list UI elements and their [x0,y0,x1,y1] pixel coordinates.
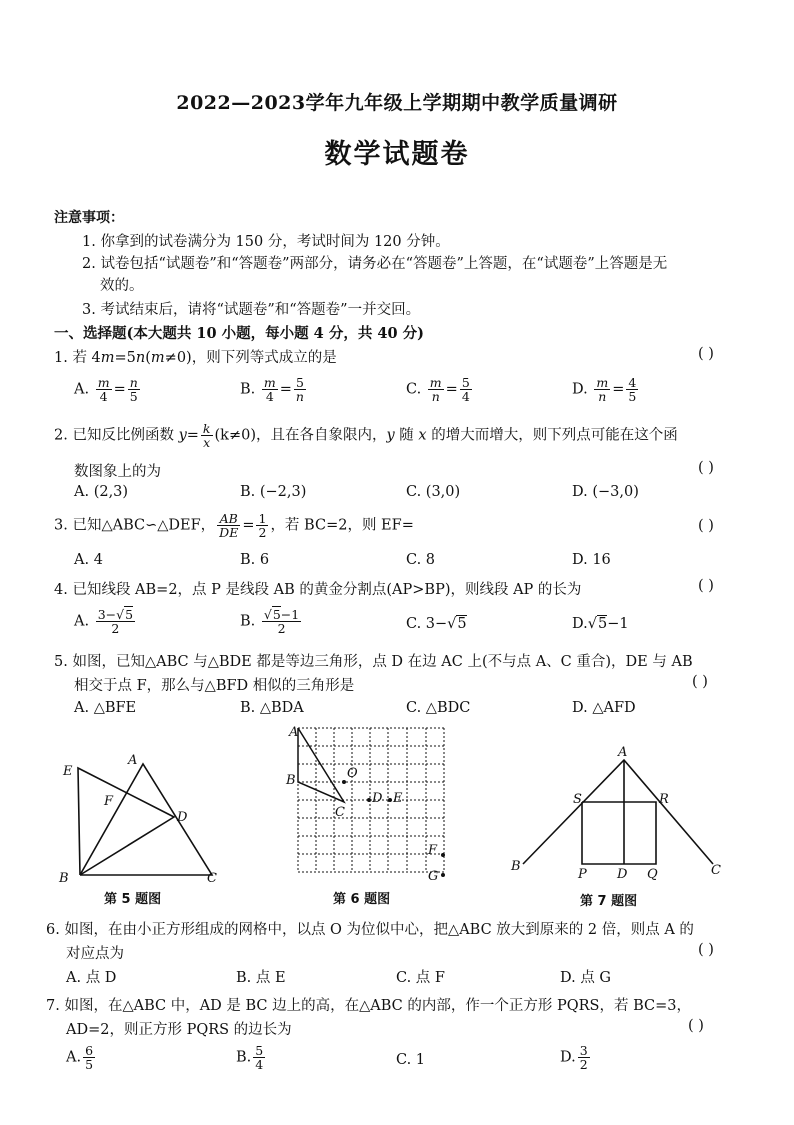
square-pqrs [582,802,656,864]
answer-paren-q6[interactable]: ( ) [698,942,714,958]
question-1-stem: 1. 若 4m=5n(m≠0)，则下列等式成立的是 [54,350,337,366]
notice-item-3: 3. 考试结束后，请将“试题卷”和“答题卷”一并交回。 [82,302,421,318]
label-c: C [335,805,345,820]
question-7-line2: AD=2，则正方形 PQRS 的边长为 [66,1022,292,1038]
answer-paren-q5[interactable]: ( ) [692,674,708,690]
answer-paren-q7[interactable]: ( ) [688,1018,704,1034]
triangle-abc-sides [523,760,713,864]
label-e: E [393,791,403,806]
answer-paren-q3[interactable]: ( ) [698,518,714,534]
q7-option-b[interactable]: B. $\frac{5}{4}$ [236,1043,264,1073]
q1-option-c[interactable]: C. $\frac{m}{n}$ = $\frac{5}{4}$ [406,375,470,405]
figure-5-caption: 第 5 题图 [104,892,162,907]
figure-5 [55,748,235,888]
point-g [441,873,445,877]
label-b: B [286,773,296,788]
point-e [388,798,392,802]
point-d [367,798,371,802]
q7-option-c[interactable]: C. 1 [396,1052,426,1068]
question-3-stem: 3. 已知△ABC∽△DEF， $\frac{AB}{DE}$ = $\frac{1}{2}$ ，若 BC=2，则 EF= [54,511,414,541]
figure-7-caption: 第 7 题图 [580,894,638,909]
answer-paren-q1[interactable]: ( ) [698,346,714,362]
label-f: F [104,794,114,809]
point-o [342,780,346,784]
section-heading: 一、选择题(本大题共 10 小题，每小题 4 分，共 40 分) [54,325,424,342]
q6-option-c[interactable]: C. 点 F [396,970,445,986]
answer-paren-q2[interactable]: ( ) [698,460,714,476]
notice-item-2: 2. 试卷包括“试题卷”和“答题卷”两部分，请务必在“答题卷”上答题，在“试题卷”上答题是无 [82,256,668,272]
label-a: A [618,745,628,760]
answer-paren-q4[interactable]: ( ) [698,578,714,594]
q7-option-a[interactable]: A. $\frac{6}{5}$ [66,1043,94,1073]
label-r: R [659,792,669,807]
label-f: F [428,843,438,858]
label-a: A [289,725,299,740]
q5-option-b[interactable]: B. △BDA [240,700,304,716]
q3-option-a[interactable]: A. 4 [74,552,103,568]
q4-option-d[interactable]: D.√5−1 [572,616,629,632]
label-a: A [128,753,138,768]
q4-option-c[interactable]: C. 3−√5 [406,616,467,632]
label-q: Q [647,867,658,882]
triangle-abc [80,764,212,875]
question-6-line1: 6. 如图，在由小正方形组成的网格中，以点 O 为位似中心，把△ABC 放大到原来的 2 倍，则点 A 的 [46,922,694,938]
question-7-line1: 7. 如图，在△ABC 中，AD 是 BC 边上的高，在△ABC 的内部，作一个正方形 PQRS，若 BC=3， [46,998,691,1014]
q3-option-b[interactable]: B. 6 [240,552,270,568]
q6-option-d[interactable]: D. 点 G [560,970,612,986]
q5-option-c[interactable]: C. △BDC [406,700,471,716]
q4-option-a[interactable]: A. $\frac{3-√5}{2}$ [74,607,134,637]
q2-option-a[interactable]: A. (2,3) [74,484,129,500]
figure-6 [283,722,453,888]
q2-option-c[interactable]: C. (3,0) [406,484,461,500]
label-d: D [617,867,628,882]
question-6-line2: 对应点为 [66,946,124,962]
question-2-line2: 数图象上的为 [74,464,161,480]
q5-option-a[interactable]: A. △BFE [74,700,137,716]
q2-option-b[interactable]: B. (−2,3) [240,484,307,500]
label-c: C [207,871,217,886]
label-e: E [63,764,73,779]
label-p: P [578,867,587,882]
question-5-line1: 5. 如图，已知△ABC 与△BDE 都是等边三角形，点 D 在边 AC 上(不与点 A、C 重合)，DE 与 AB [54,654,693,670]
point-f [441,853,445,857]
q1-option-a[interactable]: A. $\frac{m}{4}$ = $\frac{n}{5}$ [74,375,138,405]
notice-item-2-cont: 效的。 [100,278,144,294]
q1-option-b[interactable]: B. $\frac{m}{4}$ = $\frac{5}{n}$ [240,375,304,405]
q7-option-d[interactable]: D. $\frac{3}{2}$ [560,1043,588,1073]
question-2-stem: 2. 已知反比例函数 y= $\frac{k}{x}$ (k≠0)，且在各自象限内，y 随 x 的增大而增大，则下列点可能在这个函 [54,421,678,451]
q4-option-b[interactable]: B. $\frac{√5-1}{2}$ [240,607,300,637]
q6-option-b[interactable]: B. 点 E [236,970,286,986]
q6-option-a[interactable]: A. 点 D [66,970,117,986]
q5-option-d[interactable]: D. △AFD [572,700,636,716]
notice-item-1: 1. 你拿到的试卷满分为 150 分，考试时间为 120 分钟。 [82,234,450,250]
figure-6-caption: 第 6 题图 [333,892,391,907]
q1-option-d[interactable]: D. $\frac{m}{n}$ = $\frac{4}{5}$ [572,375,637,405]
triangle-bde [78,768,174,875]
label-b: B [511,859,521,874]
question-5-line2: 相交于点 F，那么与△BFD 相似的三角形是 [74,678,355,694]
label-c: C [711,863,721,878]
label-g: G [428,869,439,884]
label-o: O [347,766,358,781]
triangle-abc [298,728,344,802]
q3-option-c[interactable]: C. 8 [406,552,436,568]
label-b: B [59,871,69,886]
q3-option-d[interactable]: D. 16 [572,552,611,568]
q2-option-d[interactable]: D. (−3,0) [572,484,639,500]
figure-7 [505,738,735,890]
exam-title: 2022—2023学年九年级上学期期中教学质量调研 [176,92,618,114]
question-4-stem: 4. 已知线段 AB=2，点 P 是线段 AB 的黄金分割点(AP>BP)，则线段 AP 的长为 [54,582,582,598]
label-d: D [177,810,188,825]
label-d: D [372,791,383,806]
exam-subtitle: 数学试题卷 [324,139,470,170]
notice-heading: 注意事项： [54,210,124,226]
label-s: S [573,792,582,807]
